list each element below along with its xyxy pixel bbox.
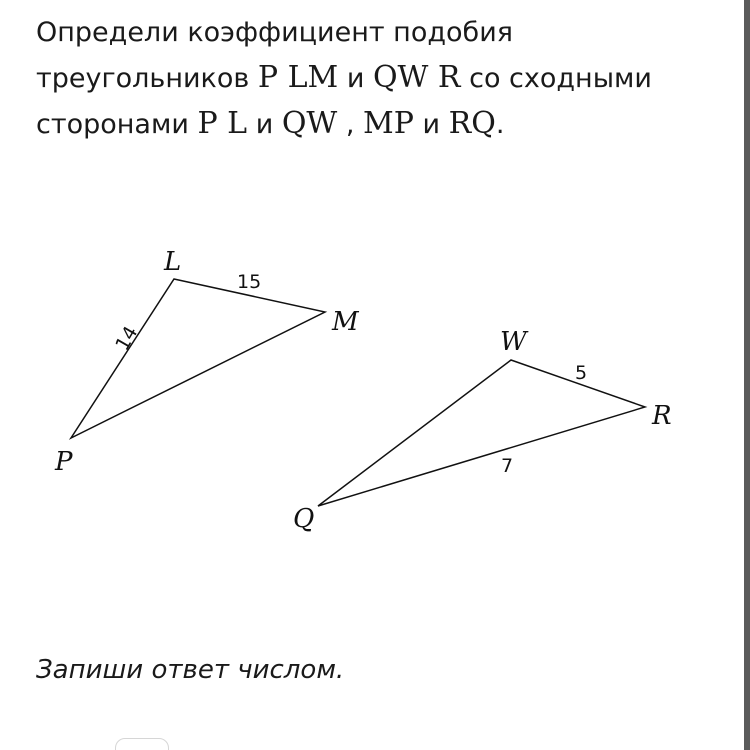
side-lp-label: 14	[111, 322, 143, 355]
triangle-2-name: QW R	[372, 60, 461, 95]
side-qw: QW	[281, 106, 338, 141]
side-mp: MP	[363, 106, 414, 141]
vertex-q-label: Q	[293, 504, 315, 534]
question-part-4: и	[247, 109, 282, 140]
question-part-7: .	[495, 109, 505, 140]
vertex-r-label: R	[652, 401, 672, 431]
side-lm-label: 15	[237, 271, 262, 293]
answer-instruction: Запиши ответ числом.	[36, 655, 345, 685]
side-wr-label: 5	[575, 362, 588, 384]
side-qr-label: 7	[501, 455, 514, 477]
question-part-5: ,	[337, 109, 364, 140]
triangles-figure	[0, 230, 750, 550]
question-part-1: Определи коэффициент подобия треугольников	[36, 17, 513, 94]
side-rq: RQ	[448, 106, 496, 141]
vertex-m-label: M	[332, 307, 359, 337]
question-part-3: со сходными сторонами	[36, 63, 652, 140]
side-pl: P L	[197, 106, 248, 141]
vertex-p-label: P	[55, 447, 73, 477]
question-part-6: и	[413, 109, 449, 140]
triangle-plm	[71, 279, 325, 438]
question-text	[36, 10, 716, 147]
triangle-qwr	[318, 360, 645, 506]
question-part-2: и	[338, 63, 373, 94]
vertex-w-label: W	[500, 327, 527, 357]
answer-input[interactable]	[115, 738, 169, 750]
vertex-l-label: L	[164, 247, 182, 277]
triangle-1-name: P LM	[257, 60, 339, 95]
